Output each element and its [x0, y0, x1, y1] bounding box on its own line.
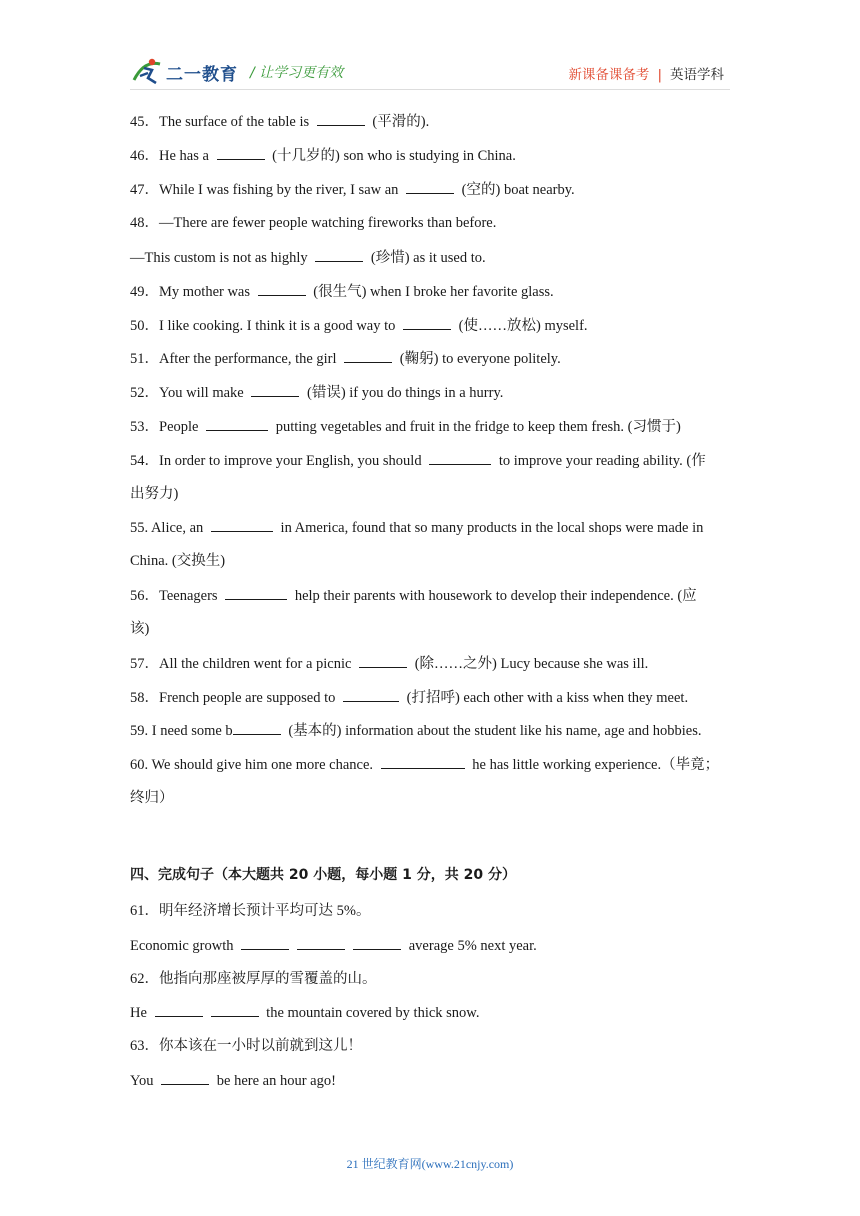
question-text-pre: —This custom is not as highly	[130, 250, 312, 266]
question-text-post: be here an hour ago!	[213, 1073, 336, 1089]
question-number: 54．	[130, 453, 159, 469]
question-62-prompt	[130, 970, 377, 988]
answer-blank[interactable]	[344, 349, 392, 363]
question-number: 63．	[130, 1038, 159, 1054]
question-text-pre: He	[130, 1005, 151, 1021]
answer-blank[interactable]	[317, 112, 365, 126]
answer-blank[interactable]	[343, 688, 399, 702]
question-52	[130, 383, 503, 402]
answer-blank[interactable]	[161, 1071, 209, 1085]
question-text-pre: The surface of the table is	[159, 114, 313, 130]
question-text-pre: Alice, an	[150, 520, 207, 536]
logo-text: 二一教育	[166, 65, 238, 85]
question-62-answer	[130, 1003, 479, 1022]
page-footer[interactable]: 21 世纪教育网(www.21cnjy.com)	[346, 1157, 514, 1171]
question-text-pre: You will make	[159, 385, 248, 401]
question-text-post: (平滑的).	[368, 114, 430, 130]
question-51	[130, 349, 561, 368]
question-60-cont	[130, 789, 174, 807]
question-number: 46．	[130, 148, 159, 164]
question-chinese: 你本该在一小时以前就到这儿！	[159, 1038, 362, 1054]
question-chinese: 他指向那座被厚厚的雪覆盖的山。	[159, 971, 377, 987]
question-63-answer	[130, 1071, 336, 1090]
answer-blank[interactable]	[155, 1003, 203, 1017]
header-secondary: 英语学科	[670, 67, 724, 83]
question-text-post: average 5% next year.	[405, 938, 537, 954]
question-60	[130, 755, 719, 774]
question-text-continued: China. (交换生)	[130, 553, 226, 569]
question-text-post: (除……之外) Lucy because she was ill.	[411, 656, 649, 672]
question-61-answer	[130, 936, 537, 955]
question-text-post: putting vegetables and fruit in the fridge to keep them fresh. (习惯于)	[272, 419, 681, 435]
answer-blank[interactable]	[406, 180, 454, 194]
question-58	[130, 688, 688, 707]
question-text-post: (珍惜) as it used to.	[367, 250, 486, 266]
question-text-continued: 终归）	[130, 790, 174, 806]
question-text-pre: People	[159, 419, 203, 435]
header-divider	[130, 89, 730, 90]
question-48-line1	[130, 214, 496, 232]
question-text-pre: He has a	[159, 148, 213, 164]
question-number: 61．	[130, 903, 159, 919]
question-number: 47．	[130, 182, 159, 198]
question-number: 48．	[130, 215, 159, 231]
question-57	[130, 654, 648, 673]
answer-blank[interactable]	[297, 936, 345, 950]
question-text-post: he has little working experience.（毕竟；	[468, 757, 720, 773]
answer-blank[interactable]	[233, 721, 281, 735]
answer-blank[interactable]	[258, 282, 306, 296]
question-text-post: (基本的) information about the student like his name, age and hobbies.	[284, 723, 702, 739]
question-50	[130, 316, 588, 335]
header-primary: 新课备课备考	[568, 67, 650, 83]
question-56	[130, 586, 697, 605]
question-number: 55.	[130, 520, 151, 536]
question-text-post: (很生气) when I broke her favorite glass.	[309, 284, 554, 300]
answer-blank[interactable]	[251, 383, 299, 397]
question-text-pre: We should give him one more chance.	[151, 757, 377, 773]
question-number: 56．	[130, 588, 159, 604]
answer-blank[interactable]	[403, 316, 451, 330]
question-53	[130, 417, 681, 436]
question-number: 62．	[130, 971, 159, 987]
question-54-cont	[130, 485, 178, 503]
question-text-pre: Economic growth	[130, 938, 238, 954]
answer-blank[interactable]	[241, 936, 289, 950]
question-text-post: to improve your reading ability. (作	[495, 453, 706, 469]
question-55-cont	[130, 552, 225, 570]
question-text-pre: All the children went for a picnic	[159, 656, 356, 672]
question-45	[130, 112, 429, 131]
question-text-pre: You	[130, 1073, 158, 1089]
question-number: 49．	[130, 284, 159, 300]
question-text-post: (十几岁的) son who is studying in China.	[268, 148, 516, 164]
question-59	[130, 721, 701, 740]
question-text-pre: My mother was	[159, 284, 254, 300]
question-55	[130, 518, 703, 537]
question-number: 58．	[130, 690, 159, 706]
question-text-pre: After the performance, the girl	[159, 351, 341, 367]
question-text-pre: In order to improve your English, you should	[159, 453, 426, 469]
question-text-continued: 出努力)	[130, 486, 179, 502]
question-dialogue: —There are fewer people watching fireworks than before.	[159, 215, 497, 231]
question-46	[130, 146, 516, 165]
question-54	[130, 451, 706, 470]
question-number: 51．	[130, 351, 159, 367]
slogan: / 让学习更有效	[250, 65, 344, 81]
answer-blank[interactable]	[206, 417, 268, 431]
header-separator: |	[657, 67, 662, 83]
question-text-pre: While I was fishing by the river, I saw an	[159, 182, 403, 198]
question-text-pre: I need some b	[151, 723, 233, 739]
answer-blank[interactable]	[359, 654, 407, 668]
answer-blank[interactable]	[225, 586, 287, 600]
answer-blank[interactable]	[211, 518, 273, 532]
question-text-post: (使……放松) myself.	[455, 318, 588, 334]
question-text-pre: French people are supposed to	[159, 690, 339, 706]
answer-blank[interactable]	[429, 451, 491, 465]
answer-blank[interactable]	[315, 248, 363, 262]
question-text-post: (鞠躬) to everyone politely.	[396, 351, 561, 367]
question-text-post: (打招呼) each other with a kiss when they meet.	[403, 690, 689, 706]
question-text-continued: 该)	[130, 621, 150, 637]
question-number: 53．	[130, 419, 159, 435]
answer-blank[interactable]	[217, 146, 265, 160]
answer-blank[interactable]	[353, 936, 401, 950]
question-number: 52．	[130, 385, 159, 401]
question-number: 60.	[130, 757, 152, 773]
question-47	[130, 180, 575, 199]
question-number: 57．	[130, 656, 159, 672]
question-text-post: in America, found that so many products in the local shops were made in	[276, 520, 704, 536]
answer-blank[interactable]	[211, 1003, 259, 1017]
question-56-cont	[130, 620, 149, 638]
page-header	[130, 54, 730, 90]
question-text-post: (空的) boat nearby.	[458, 182, 575, 198]
question-61-prompt	[130, 902, 370, 920]
answer-blank[interactable]	[381, 755, 465, 769]
question-text-post: help their parents with housework to develop their independence. (应	[291, 588, 697, 604]
question-63-prompt	[130, 1037, 362, 1055]
question-text-post: (错误) if you do things in a hurry.	[303, 385, 504, 401]
question-chinese: 明年经济增长预计平均可达 5%。	[159, 903, 371, 919]
question-number: 45．	[130, 114, 159, 130]
question-number: 59.	[130, 723, 152, 739]
question-text-pre: Teenagers	[159, 588, 222, 604]
question-number: 50．	[130, 318, 159, 334]
question-48-line2	[130, 248, 486, 267]
header-subject	[568, 63, 724, 83]
section-title: 四、完成句子（本大题共 20 小题，每小题 1 分，共 20 分）	[130, 867, 516, 883]
question-text-post: the mountain covered by thick snow.	[262, 1005, 480, 1021]
question-text-pre: I like cooking. I think it is a good way to	[159, 318, 400, 334]
question-49	[130, 282, 554, 301]
